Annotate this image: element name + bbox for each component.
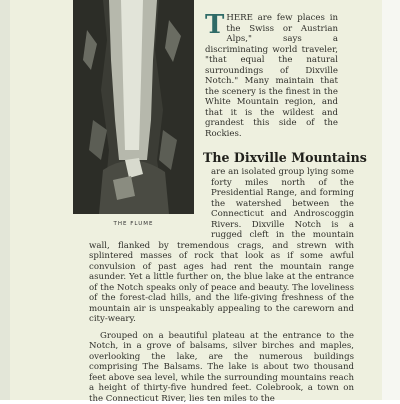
section-heading: The Dixville Mountains [203, 150, 373, 165]
scan-edge-left [0, 0, 10, 400]
section-body [89, 167, 354, 404]
paragraph-1: are an isolated group lying some forty miles north of the Presidential Range, and forming the watershed between the Connecticut and Androscoggin Rivers. Dixville Notch is a rugged cleft in the mountain wall, flanked by tremendous crags, and strewn with splintered masses of rock that look as if some awful convulsion of past ages had rent the mountain range asunder. Yet a little further on, the blue lake at the entrance of the Notch speaks only of peace and beauty. The loveliness of the forest-clad hills, and the life-giving freshness of the mountain air is unspeakably appealing to the careworn and city-weary. [89, 167, 354, 325]
paragraph-2: Grouped on a beautiful plateau at the entrance to the Notch, in a grove of balsams, silver birches and maples, overlooking the lake, are the numerous buildings comprising The Balsams. The lake is about two thousand feet above sea level, while the surrounding mountains reach a height of thirty-five hundred feet. Colebrook, a town on the Connecticut River, lies ten miles to the [89, 331, 354, 404]
photo-caption: THE FLUME [73, 221, 194, 227]
drop-cap: T [205, 15, 224, 36]
photo-wrap-spacer [89, 167, 211, 231]
intro-text: HERE are few places in the Swiss or Austrian Alps," says a discriminating world traveler, "that equal the natural surroundings of Dixville Notch." Many maintain that the scenery is the finest in the White Mountain region, and that it is the wildest and grandest this side of the Rockies. [205, 13, 338, 139]
scan-edge-right [382, 0, 400, 400]
intro-paragraph [205, 13, 338, 139]
